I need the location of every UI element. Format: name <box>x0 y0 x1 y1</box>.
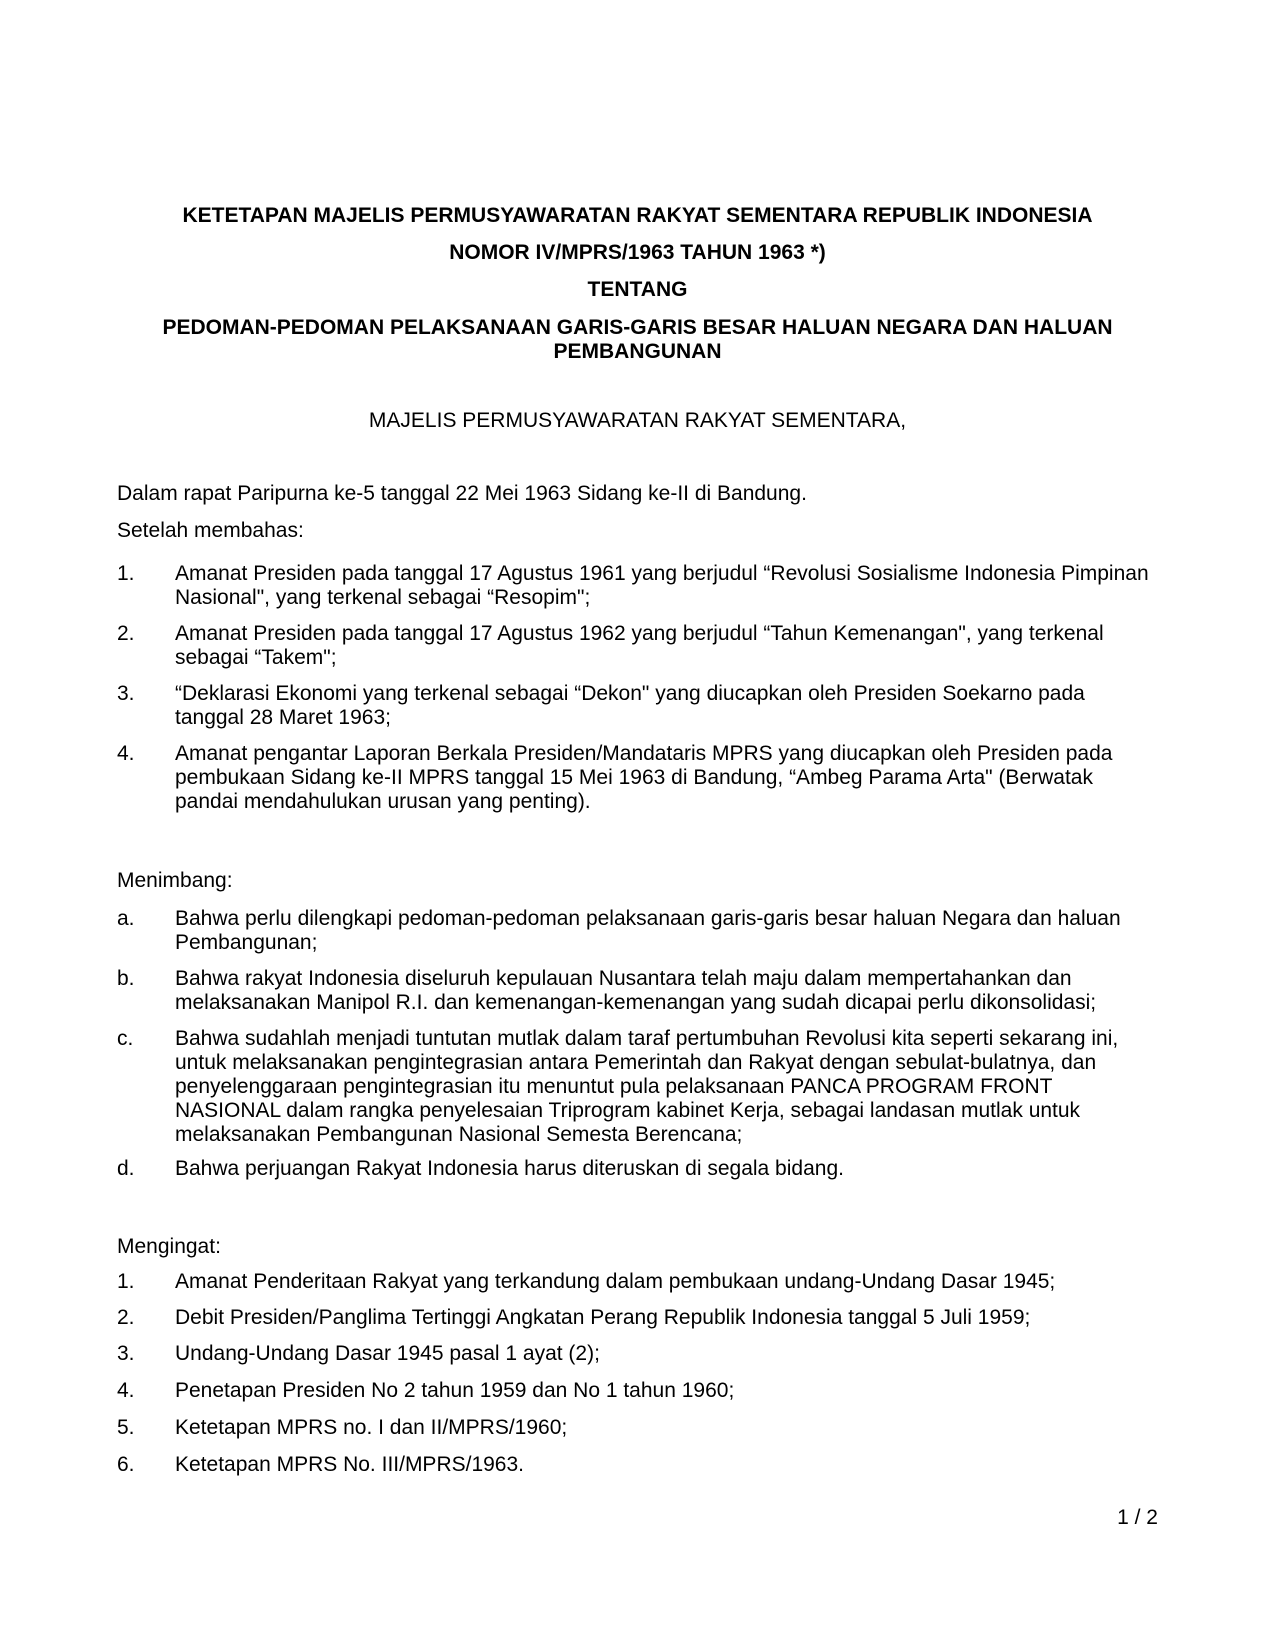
list-item <box>117 1157 1158 1181</box>
section-heading-setelah-membahas: Setelah membahas: <box>117 519 304 542</box>
page-number: 1 / 2 <box>1117 1506 1158 1529</box>
section-heading-menimbang: Menimbang: <box>117 869 233 892</box>
intro-paragraph: Dalam rapat Paripurna ke-5 tanggal 22 Mei 1963 Sidang ke-II di Bandung. <box>117 482 807 505</box>
list-item <box>117 1270 1158 1294</box>
list-item-text: Amanat Penderitaan Rakyat yang terkandung dalam pembukaan undang-Undang Dasar 1945; <box>175 1270 1056 1293</box>
list-item-marker: 4. <box>117 742 135 765</box>
list-item <box>117 967 1158 1015</box>
list-item <box>117 742 1158 814</box>
list-item <box>117 682 1158 730</box>
list-item-text: “Deklarasi Ekonomi yang terkenal sebagai “Dekon" yang diucapkan oleh Presiden Soekarno pada tanggal 28 Maret 1963; <box>175 682 1085 729</box>
doc-title-line-1: KETETAPAN MAJELIS PERMUSYAWARATAN RAKYAT SEMENTARA REPUBLIK INDONESIA <box>182 204 1093 227</box>
section-heading-mengingat: Mengingat: <box>117 1235 221 1258</box>
list-item-text: Amanat pengantar Laporan Berkala Presiden/Mandataris MPRS yang diucapkan oleh Presiden pada pembukaan Sidang ke-II MPRS tanggal 15 Mei 1963 di Bandung, “Ambeg Parama Arta" (Berwatak pandai mendahulukan urusan yang penting). <box>175 742 1113 813</box>
list-item-marker: 1. <box>117 562 135 585</box>
list-item-marker: 2. <box>117 622 135 645</box>
list-item-marker: 2. <box>117 1306 135 1329</box>
list-item <box>117 1416 1158 1440</box>
list-item-text: Debit Presiden/Panglima Tertinggi Angkatan Perang Republik Indonesia tanggal 5 Juli 1959; <box>175 1306 1031 1329</box>
list-item-marker: 3. <box>117 682 135 705</box>
org-line: MAJELIS PERMUSYAWARATAN RAKYAT SEMENTARA, <box>368 409 907 432</box>
list-item-marker: 5. <box>117 1416 135 1439</box>
list-item-marker: b. <box>117 967 135 990</box>
list-item-text: Undang-Undang Dasar 1945 pasal 1 ayat (2); <box>175 1342 600 1365</box>
list-item <box>117 1027 1158 1147</box>
list-item-text: Amanat Presiden pada tanggal 17 Agustus 1962 yang berjudul “Tahun Kemenangan", yang terkenal sebagai “Takem"; <box>175 622 1104 669</box>
list-item-text: Bahwa rakyat Indonesia diseluruh kepulauan Nusantara telah maju dalam mempertahankan dan melaksanakan Manipol R.I. dan kemenangan-kemenangan yang sudah dicapai perlu dikonsolidasi; <box>175 967 1097 1014</box>
list-item <box>117 1342 1158 1366</box>
list-item-marker: 3. <box>117 1342 135 1365</box>
list-item-marker: 1. <box>117 1270 135 1293</box>
list-item-text: Ketetapan MPRS no. I dan II/MPRS/1960; <box>175 1416 568 1439</box>
list-item-text: Bahwa perjuangan Rakyat Indonesia harus diteruskan di segala bidang. <box>175 1157 844 1180</box>
doc-title-line-4: PEDOMAN-PEDOMAN PELAKSANAAN GARIS-GARIS BESAR HALUAN NEGARA DAN HALUAN PEMBANGUNAN <box>162 316 1113 363</box>
list-item <box>117 622 1158 670</box>
list-item <box>117 1306 1158 1330</box>
list-item-marker: 6. <box>117 1453 135 1476</box>
list-item-marker: d. <box>117 1157 135 1180</box>
list-item-text: Penetapan Presiden No 2 tahun 1959 dan No 1 tahun 1960; <box>175 1379 735 1402</box>
list-item-text: Bahwa perlu dilengkapi pedoman-pedoman pelaksanaan garis-garis besar haluan Negara dan haluan Pembangunan; <box>175 907 1121 954</box>
list-item <box>117 1379 1158 1403</box>
doc-title-line-3: TENTANG <box>587 278 688 301</box>
list-item-text: Bahwa sudahlah menjadi tuntutan mutlak dalam taraf pertumbuhan Revolusi kita seperti sekarang ini, untuk melaksanakan pengintegrasian antara Pemerintah dan Rakyat dengan sebulat-bulatnya, dan penyelenggaraan pengintegrasian itu menuntut pula pelaksanaan PANCA PROGRAM FRONT NASIONAL dalam rangka penyelesaian Triprogram kabinet Kerja, sebagai landasan mutlak untuk melaksanakan Pembangunan Nasional Semesta Berencana; <box>175 1027 1119 1146</box>
list-item-text: Ketetapan MPRS No. III/MPRS/1963. <box>175 1453 525 1476</box>
list-item-marker: a. <box>117 907 135 930</box>
list-item <box>117 562 1158 610</box>
list-item-marker: 4. <box>117 1379 135 1402</box>
list-item-marker: c. <box>117 1027 134 1050</box>
doc-title-line-2: NOMOR IV/MPRS/1963 TAHUN 1963 *) <box>449 241 826 264</box>
list-item <box>117 907 1158 955</box>
list-item-text: Amanat Presiden pada tanggal 17 Agustus 1961 yang berjudul “Revolusi Sosialisme Indonesia Pimpinan Nasional", yang terkenal sebagai “Resopim"; <box>175 562 1149 609</box>
list-item <box>117 1453 1158 1477</box>
